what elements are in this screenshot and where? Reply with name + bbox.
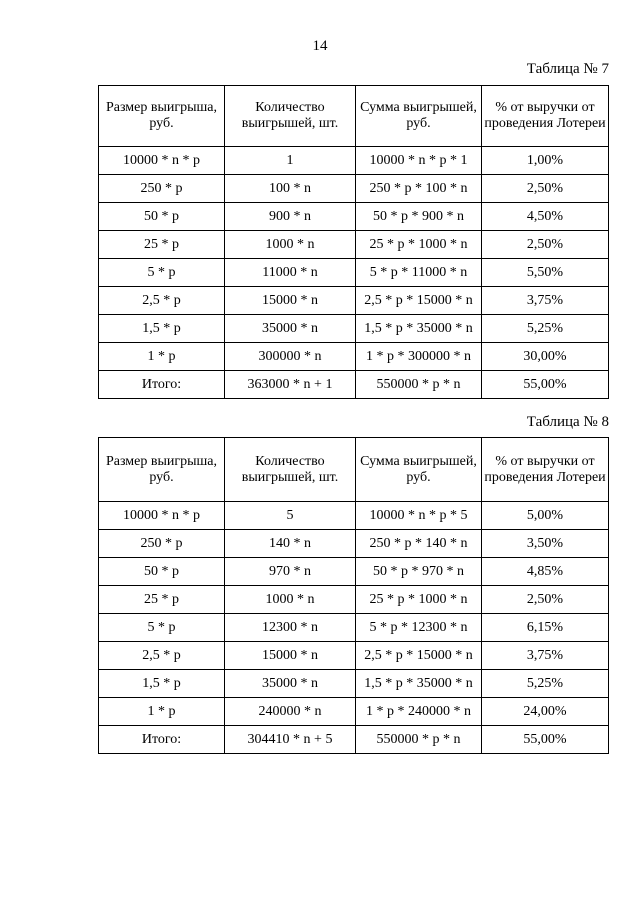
cell-prize-size: 25 * p <box>99 586 225 614</box>
cell-revenue-percent: 2,50% <box>482 586 609 614</box>
cell-prize-size: 250 * p <box>99 530 225 558</box>
header-prize-count: Количество выигрышей, шт. <box>225 86 356 147</box>
table-row <box>99 614 609 642</box>
table-total-row <box>99 726 609 754</box>
cell-total-count: 363000 * n + 1 <box>225 371 356 399</box>
cell-total-count: 304410 * n + 5 <box>225 726 356 754</box>
cell-prize-count: 900 * n <box>225 203 356 231</box>
header-revenue-percent: % от выручки от проведения Лотереи <box>482 438 609 502</box>
table-row <box>99 698 609 726</box>
table-row <box>99 586 609 614</box>
table-row <box>99 259 609 287</box>
cell-prize-count: 5 <box>225 502 356 530</box>
cell-prize-count: 35000 * n <box>225 315 356 343</box>
cell-revenue-percent: 2,50% <box>482 231 609 259</box>
cell-total-sum: 550000 * p * n <box>356 726 482 754</box>
cell-prize-sum: 50 * p * 970 * n <box>356 558 482 586</box>
cell-prize-count: 15000 * n <box>225 642 356 670</box>
cell-prize-size: 1 * p <box>99 343 225 371</box>
cell-prize-size: 2,5 * p <box>99 287 225 315</box>
table-8-caption: Таблица № 8 <box>526 414 609 430</box>
cell-prize-size: 1,5 * p <box>99 670 225 698</box>
header-revenue-percent: % от выручки от проведения Лотереи <box>482 86 609 147</box>
cell-prize-count: 1000 * n <box>225 231 356 259</box>
table-row <box>99 147 609 175</box>
cell-revenue-percent: 4,50% <box>482 203 609 231</box>
header-prize-size: Размер выигрыша, руб. <box>99 438 225 502</box>
cell-revenue-percent: 1,00% <box>482 147 609 175</box>
cell-prize-count: 1000 * n <box>225 586 356 614</box>
cell-prize-sum: 10000 * n * p * 1 <box>356 147 482 175</box>
table-row <box>99 502 609 530</box>
cell-prize-sum: 2,5 * p * 15000 * n <box>356 287 482 315</box>
cell-revenue-percent: 5,00% <box>482 502 609 530</box>
table-row <box>99 203 609 231</box>
cell-revenue-percent: 30,00% <box>482 343 609 371</box>
cell-total-sum: 550000 * p * n <box>356 371 482 399</box>
cell-prize-sum: 2,5 * p * 15000 * n <box>356 642 482 670</box>
cell-prize-sum: 5 * p * 11000 * n <box>356 259 482 287</box>
cell-prize-size: 25 * p <box>99 231 225 259</box>
table-row <box>99 670 609 698</box>
cell-prize-size: 2,5 * p <box>99 642 225 670</box>
cell-prize-count: 12300 * n <box>225 614 356 642</box>
table-row <box>99 343 609 371</box>
cell-prize-sum: 1 * p * 240000 * n <box>356 698 482 726</box>
cell-prize-size: 5 * p <box>99 259 225 287</box>
header-prize-count: Количество выигрышей, шт. <box>225 438 356 502</box>
cell-prize-size: 50 * p <box>99 558 225 586</box>
table-row <box>99 315 609 343</box>
page-number: 14 <box>312 38 328 54</box>
cell-prize-count: 300000 * n <box>225 343 356 371</box>
cell-revenue-percent: 3,75% <box>482 287 609 315</box>
cell-prize-sum: 1 * p * 300000 * n <box>356 343 482 371</box>
cell-prize-size: 10000 * n * p <box>99 502 225 530</box>
cell-prize-size: 1 * p <box>99 698 225 726</box>
prize-table-7 <box>98 85 609 399</box>
cell-prize-sum: 25 * p * 1000 * n <box>356 231 482 259</box>
prize-table-8 <box>98 437 609 754</box>
cell-revenue-percent: 6,15% <box>482 614 609 642</box>
cell-prize-count: 35000 * n <box>225 670 356 698</box>
header-prize-sum: Сумма выигрышей, руб. <box>356 86 482 147</box>
cell-revenue-percent: 3,50% <box>482 530 609 558</box>
cell-prize-count: 15000 * n <box>225 287 356 315</box>
table-row <box>99 558 609 586</box>
table-header-row <box>99 438 609 502</box>
cell-prize-size: 5 * p <box>99 614 225 642</box>
cell-prize-size: 1,5 * p <box>99 315 225 343</box>
header-prize-sum: Сумма выигрышей, руб. <box>356 438 482 502</box>
cell-prize-sum: 1,5 * p * 35000 * n <box>356 670 482 698</box>
cell-prize-size: 250 * p <box>99 175 225 203</box>
cell-prize-count: 970 * n <box>225 558 356 586</box>
cell-prize-count: 11000 * n <box>225 259 356 287</box>
cell-revenue-percent: 2,50% <box>482 175 609 203</box>
cell-prize-sum: 50 * p * 900 * n <box>356 203 482 231</box>
cell-total-label: Итого: <box>99 371 225 399</box>
cell-total-percent: 55,00% <box>482 726 609 754</box>
table-header-row <box>99 86 609 147</box>
header-prize-size: Размер выигрыша, руб. <box>99 86 225 147</box>
cell-prize-sum: 10000 * n * p * 5 <box>356 502 482 530</box>
table-7-caption: Таблица № 7 <box>526 61 609 77</box>
cell-revenue-percent: 5,50% <box>482 259 609 287</box>
table-row <box>99 530 609 558</box>
cell-revenue-percent: 5,25% <box>482 670 609 698</box>
table-row <box>99 231 609 259</box>
cell-revenue-percent: 3,75% <box>482 642 609 670</box>
cell-total-label: Итого: <box>99 726 225 754</box>
cell-prize-sum: 1,5 * p * 35000 * n <box>356 315 482 343</box>
cell-prize-sum: 250 * p * 100 * n <box>356 175 482 203</box>
cell-prize-sum: 5 * p * 12300 * n <box>356 614 482 642</box>
table-row <box>99 642 609 670</box>
cell-prize-count: 240000 * n <box>225 698 356 726</box>
cell-prize-count: 140 * n <box>225 530 356 558</box>
table-total-row <box>99 371 609 399</box>
cell-prize-size: 10000 * n * p <box>99 147 225 175</box>
cell-revenue-percent: 4,85% <box>482 558 609 586</box>
cell-prize-sum: 25 * p * 1000 * n <box>356 586 482 614</box>
table-row <box>99 175 609 203</box>
cell-revenue-percent: 5,25% <box>482 315 609 343</box>
cell-prize-size: 50 * p <box>99 203 225 231</box>
cell-prize-sum: 250 * p * 140 * n <box>356 530 482 558</box>
table-row <box>99 287 609 315</box>
cell-prize-count: 1 <box>225 147 356 175</box>
cell-prize-count: 100 * n <box>225 175 356 203</box>
cell-revenue-percent: 24,00% <box>482 698 609 726</box>
cell-total-percent: 55,00% <box>482 371 609 399</box>
